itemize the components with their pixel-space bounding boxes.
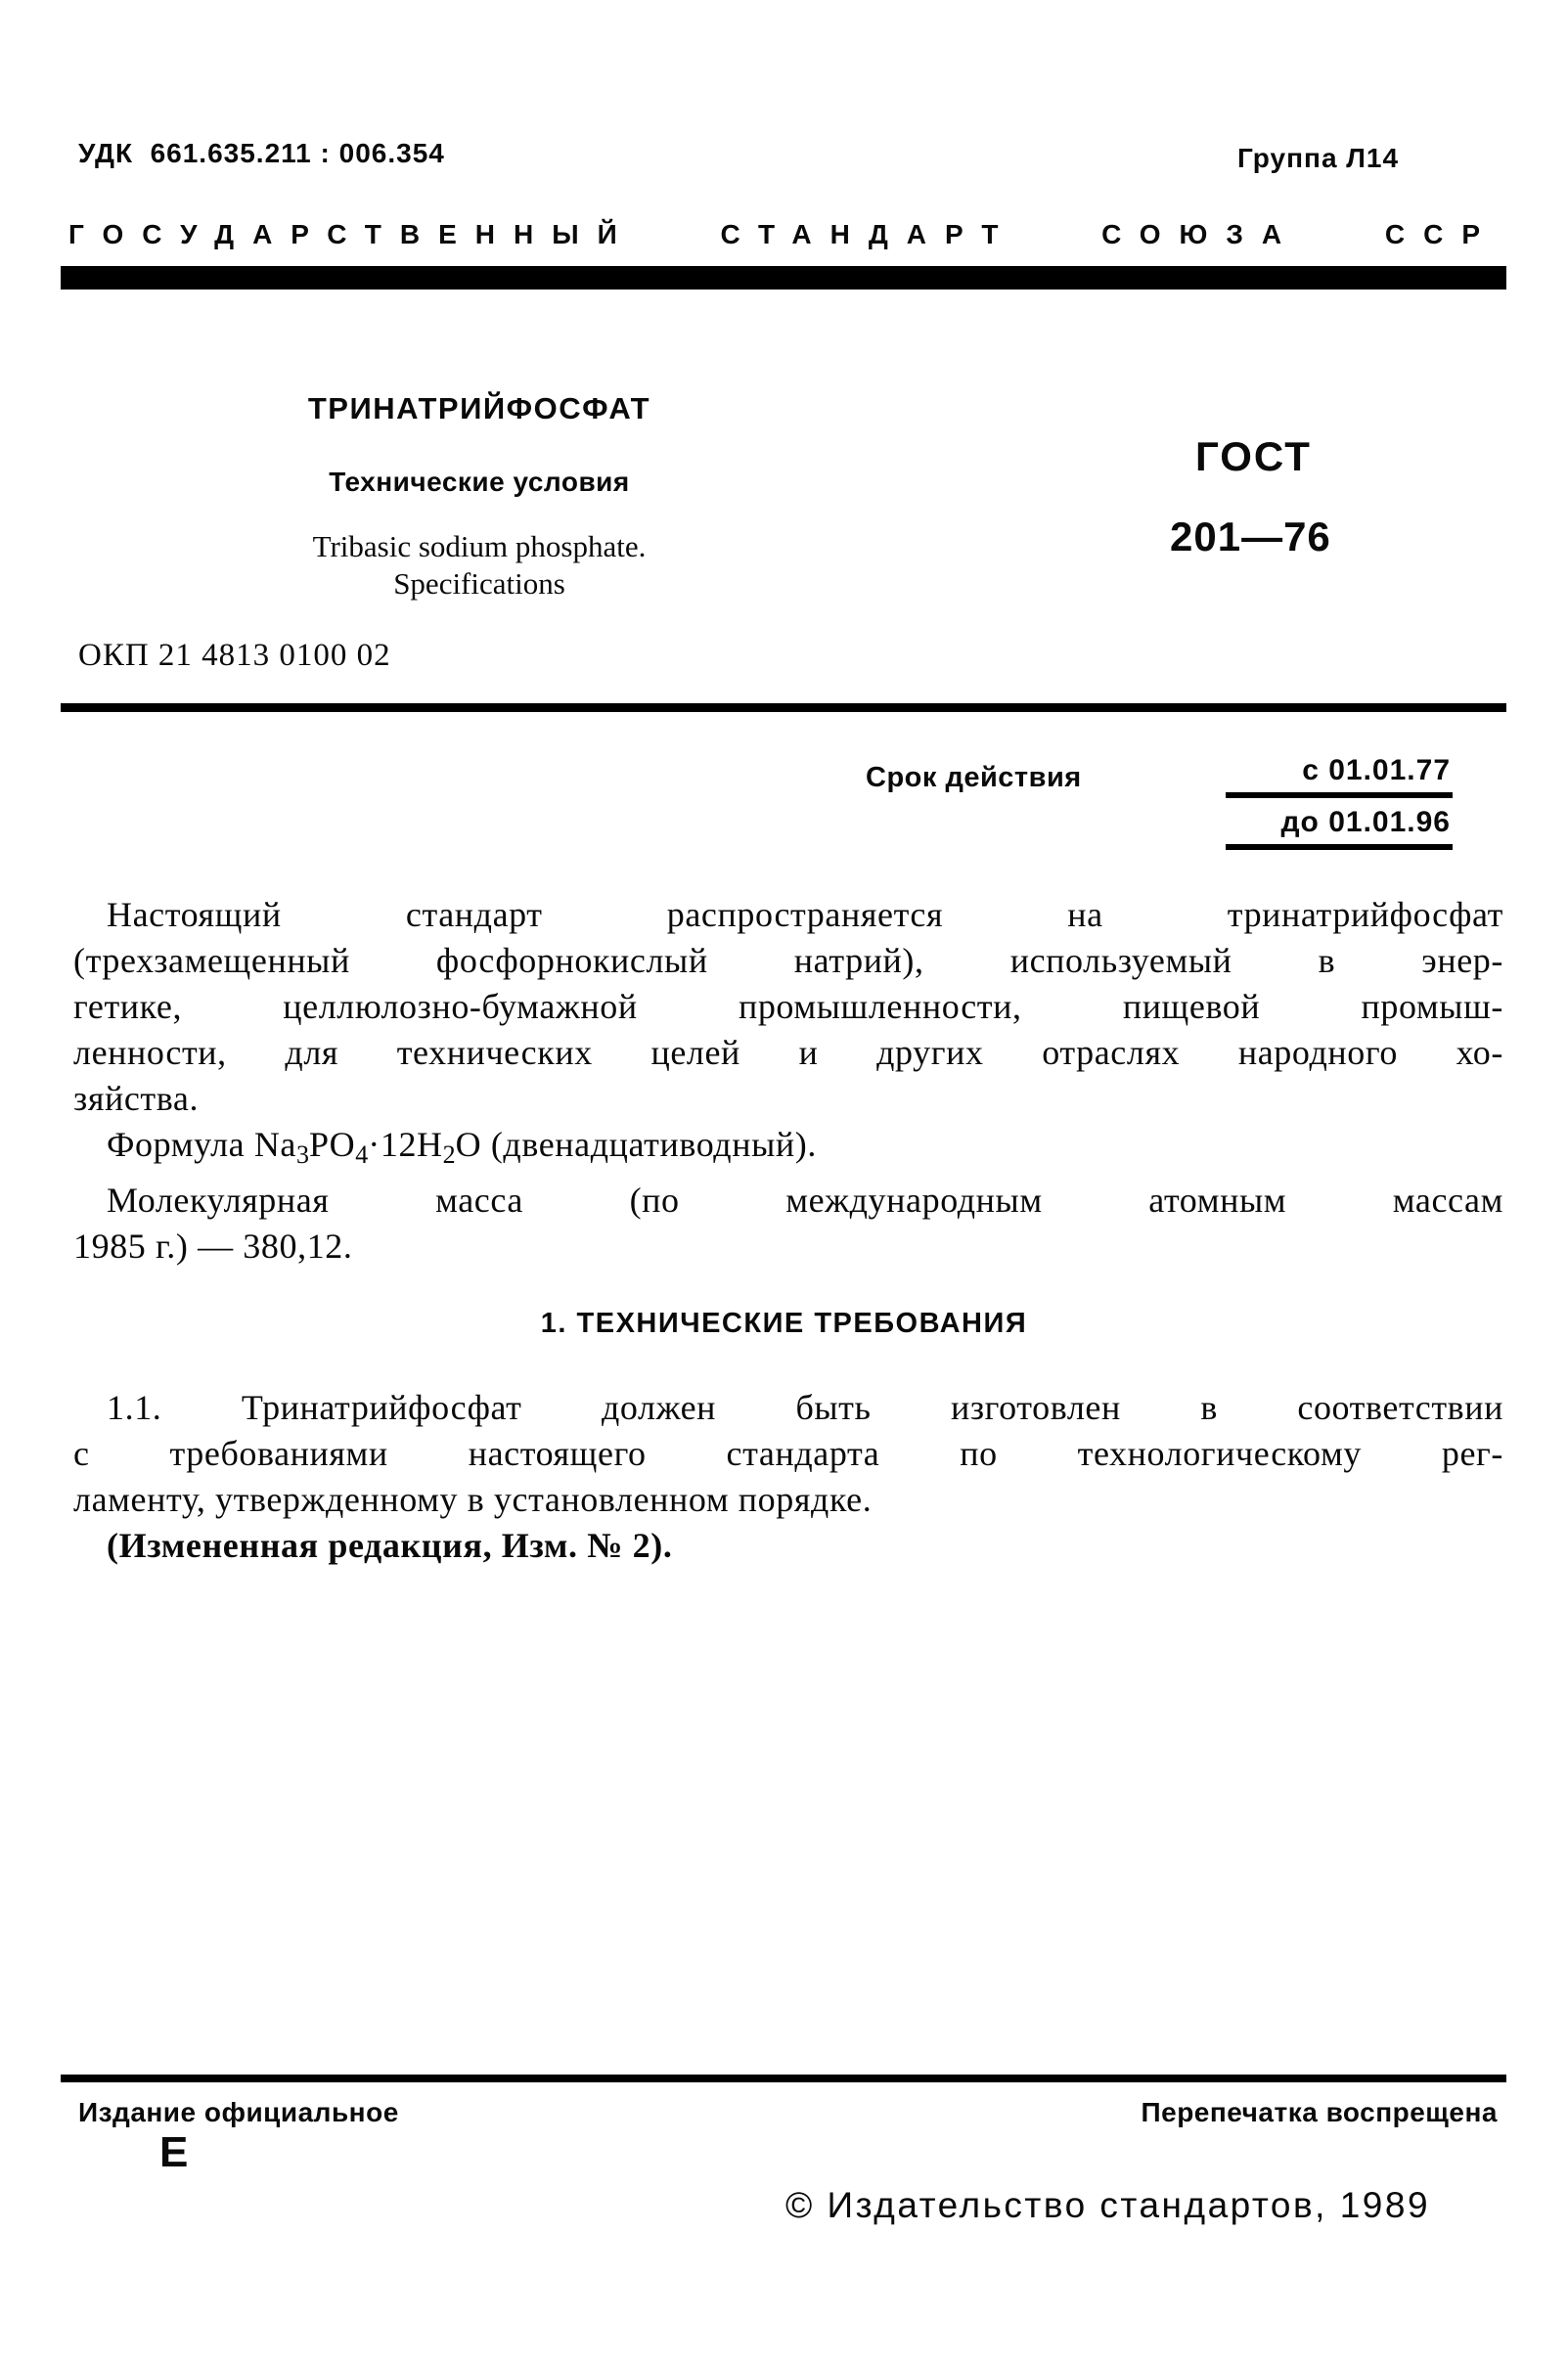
title-block <box>289 391 670 603</box>
udk-classification-code: УДК 661.635.211 : 006.354 <box>78 138 445 168</box>
validity-to-date: до 01.01.96 <box>1226 806 1453 850</box>
validity-dates <box>1226 754 1453 850</box>
horizontal-rule-bottom <box>61 2075 1506 2082</box>
document-title-ru: ТРИНАТРИЙФОСФАТ <box>307 391 651 425</box>
body-line: Молекулярная масса (по международным атомным массам <box>107 1181 1503 1220</box>
document-subtitle-ru: Технические условия <box>329 467 630 497</box>
body-line: (трехзамещенный фосфорнокислый натрий), используемый в энер- <box>73 941 1503 980</box>
copyright-line: © Издательство стандартов, 1989 <box>785 2185 1431 2225</box>
gost-designation <box>1170 433 1331 560</box>
validity-from-date: с 01.01.77 <box>1226 754 1453 798</box>
header-divider-bar <box>61 266 1506 290</box>
formula-subscript: 3 <box>296 1140 310 1169</box>
chemical-formula-line <box>73 1122 1503 1178</box>
horizontal-rule-top <box>61 703 1506 712</box>
reprint-prohibited-label: Перепечатка воспрещена <box>1141 2097 1498 2127</box>
formula-text: Формула Na <box>107 1125 297 1164</box>
group-code: Группа Л14 <box>1237 143 1400 173</box>
formula-text: O (двенадцативодный). <box>455 1125 817 1164</box>
body-line: ламенту, утвержденному в установленном порядке. <box>73 1480 873 1519</box>
title-en-line1: Tribasic sodium phosphate. <box>312 529 647 563</box>
title-en-line2: Specifications <box>393 566 565 601</box>
body-line: 1985 г.) — 380,12. <box>73 1227 353 1266</box>
body-line: гетике, целлюлозно-бумажной промышленности, пищевой промыш- <box>73 987 1503 1026</box>
state-standard-header: ГОСУДАРСТВЕННЫЙ СТАНДАРТ СОЮЗА ССР <box>68 219 1499 249</box>
okp-code: ОКП 21 4813 0100 02 <box>78 638 391 673</box>
body-line: Настоящий стандарт распространяется на тринатрийфосфат <box>107 895 1503 934</box>
section-1-heading: 1. ТЕХНИЧЕСКИЕ ТРЕБОВАНИЯ <box>540 1308 1028 1339</box>
formula-text: ·12H <box>368 1125 443 1164</box>
formula-subscript: 2 <box>442 1140 456 1169</box>
formula-subscript: 4 <box>355 1140 369 1169</box>
body-line: зяйства. <box>73 1079 200 1118</box>
formula-text: PO <box>309 1125 356 1164</box>
body-line: 1.1. Тринатрийфосфат должен быть изготовлен в соответствии <box>107 1388 1503 1427</box>
requirements-paragraph <box>73 1385 1503 1569</box>
edition-letter-mark: Е <box>159 2128 189 2176</box>
body-line: с требованиями настоящего стандарта по технологическому рег- <box>73 1434 1503 1473</box>
body-line: ленности, для технических целей и других отраслях народного хо- <box>73 1033 1503 1072</box>
amendment-note: (Измененная редакция, Изм. № 2). <box>107 1526 673 1565</box>
gost-label: ГОСТ <box>1195 433 1312 479</box>
intro-paragraph <box>73 892 1503 1270</box>
validity-label: Срок действия <box>866 762 1082 793</box>
document-title-en <box>289 528 670 603</box>
official-edition-label: Издание официальное <box>78 2097 399 2127</box>
gost-number: 201—76 <box>1170 513 1331 559</box>
